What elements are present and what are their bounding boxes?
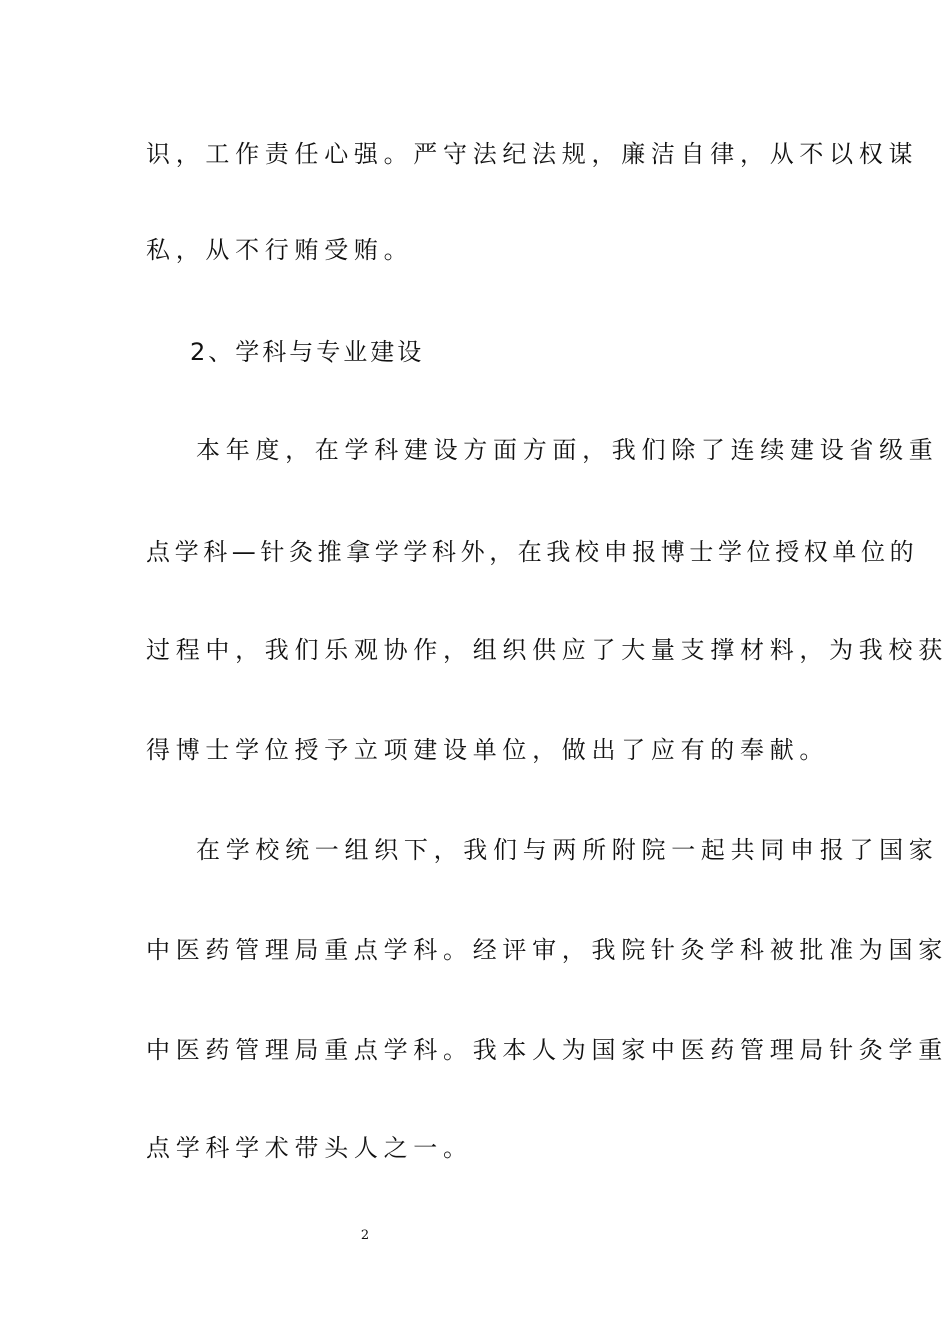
text-line-1: 识，工作责任心强。严守法纪法规，廉洁自律，从不以权谋 xyxy=(146,140,919,168)
section-heading: 2、学科与专业建设 xyxy=(190,338,425,366)
page-number: 2 xyxy=(360,1228,370,1243)
text-line-8: 在学校统一组织下，我们与两所附院一起共同申报了国家 xyxy=(196,836,939,864)
text-line-10: 中医药管理局重点学科。我本人为国家中医药管理局针灸学重 xyxy=(146,1036,948,1064)
text-line-7: 得博士学位授予立项建设单位，做出了应有的奉献。 xyxy=(146,736,830,764)
text-line-6: 过程中，我们乐观协作，组织供应了大量支撑材料，为我校获 xyxy=(146,636,948,664)
text-line-2: 私，从不行贿受贿。 xyxy=(146,236,414,264)
text-line-11: 点学科学术带头人之一。 xyxy=(146,1134,473,1162)
text-line-9: 中医药管理局重点学科。经评审，我院针灸学科被批准为国家 xyxy=(146,936,948,964)
text-line-5: 点学科—针灸推拿学学科外，在我校申报博士学位授权单位的 xyxy=(146,538,919,566)
text-line-4: 本年度，在学科建设方面方面，我们除了连续建设省级重 xyxy=(196,436,939,464)
